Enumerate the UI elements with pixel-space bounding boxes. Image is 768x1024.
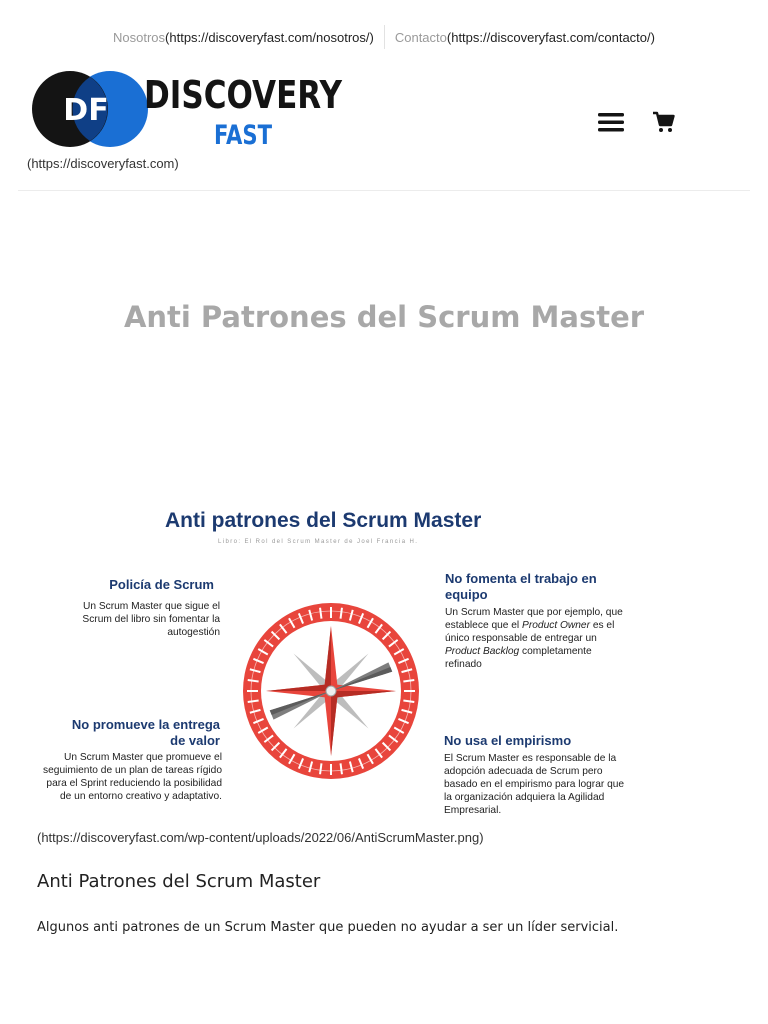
nav-link-contacto[interactable]: [395, 30, 655, 45]
text-emphasis: Product Backlog: [445, 646, 520, 657]
intro-paragraph: Algunos anti patrones de un Scrum Master que pueden no ayudar a ser un líder servicial.: [37, 920, 619, 935]
compass-tick: [341, 763, 342, 774]
infographic-title: Anti patrones del Scrum Master: [165, 509, 482, 532]
quadrant-heading-trabajo-equipo: No fomenta el trabajo en equipo: [445, 571, 597, 602]
nav-link-label[interactable]: Nosotros: [113, 29, 166, 45]
compass-tick: [320, 763, 321, 774]
quadrant-text-empirismo: El Scrum Master es responsable de la adopción adecuada de Scrum pero basado en el empirismo para lograr que la organización adquiera la Agilidad Empresarial.: [444, 753, 625, 816]
compass-tick: [403, 701, 414, 702]
logo-word-discovery: DISCOVERY: [144, 73, 343, 117]
quadrant-text-trabajo-equipo: [445, 606, 627, 671]
hamburger-menu-icon[interactable]: [596, 110, 626, 134]
quadrant-text-entrega-valor: Un Scrum Master que promueve el seguimiento de un plan de tareas rígido para el Sprint reduciendo la posibilidad de un entorno creativo y adaptativo.: [43, 752, 222, 802]
compass-tick: [403, 680, 414, 681]
infographic-subtitle: Libro: El Rol del Scrum Master de Joel Francia H.: [218, 539, 419, 545]
text-emphasis: Product Owner: [522, 620, 590, 631]
shopping-cart-icon[interactable]: [652, 110, 676, 134]
page-title: Anti Patrones del Scrum Master: [123, 300, 645, 334]
compass-icon: [240, 600, 422, 782]
nav-link-label[interactable]: Contacto: [394, 29, 447, 45]
compass-tick: [248, 701, 259, 702]
logo-monogram: DF: [63, 93, 109, 128]
image-link-url[interactable]: (https://discoveryfast.com/wp-content/uploads/2022/06/AntiScrumMaster.png): [37, 830, 484, 845]
top-navigation: [0, 26, 768, 48]
nav-divider: [384, 25, 385, 49]
nav-link-nosotros[interactable]: [113, 30, 374, 45]
quadrant-heading-empirismo: No usa el empirismo: [444, 733, 572, 748]
quadrant-heading-entrega-valor: No promueve la entrega de valor: [71, 717, 220, 748]
discovery-fast-logo[interactable]: [28, 66, 344, 154]
text-part: es el único responsable de entregar un: [445, 620, 615, 644]
nav-link-url[interactable]: (https://discoveryfast.com/nosotros/): [165, 29, 374, 45]
nav-link-url[interactable]: (https://discoveryfast.com/contacto/): [446, 29, 655, 45]
compass-tick: [320, 608, 321, 619]
compass-tick: [341, 608, 342, 619]
quadrant-text-policia: Un Scrum Master que sigue el Scrum del libro sin fomentar la autogestión: [82, 601, 220, 638]
text-part: completamente refinado: [445, 646, 592, 670]
section-heading: Anti Patrones del Scrum Master: [37, 871, 321, 892]
text-part: Un Scrum Master que por ejemplo, que establece que el: [445, 607, 623, 631]
header-divider: [18, 190, 750, 191]
quadrant-heading-policia: Policía de Scrum: [109, 577, 214, 592]
logo-link-url[interactable]: (https://discoveryfast.com): [27, 156, 179, 171]
compass-tick: [248, 680, 259, 681]
logo-word-fast: FAST: [214, 120, 273, 151]
